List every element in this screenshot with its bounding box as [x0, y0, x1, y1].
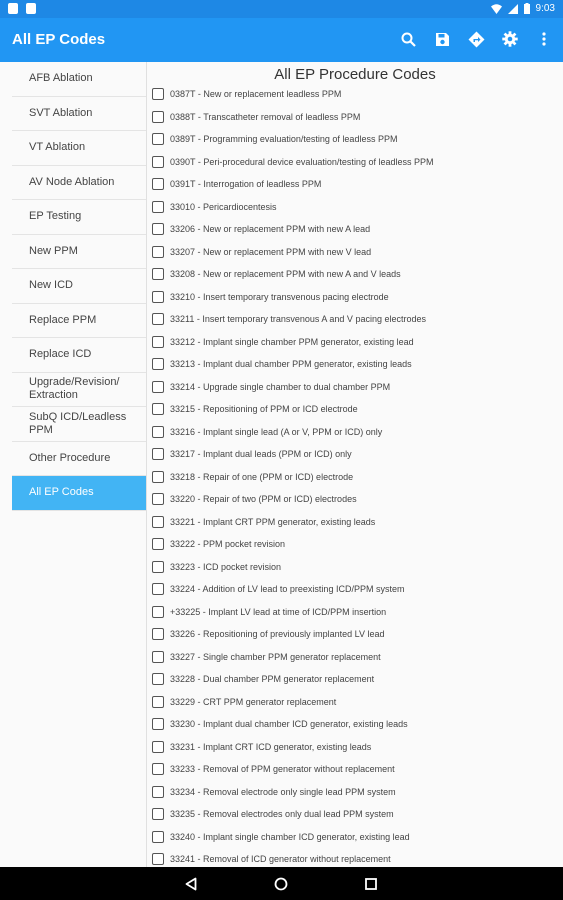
- code-checkbox[interactable]: [152, 111, 164, 123]
- code-row[interactable]: [147, 488, 563, 511]
- code-row[interactable]: [147, 578, 563, 601]
- notification-icon: [26, 3, 36, 14]
- code-row[interactable]: [147, 623, 563, 646]
- code-list: [147, 83, 563, 867]
- code-checkbox[interactable]: [152, 831, 164, 843]
- app-bar: [0, 18, 563, 62]
- code-checkbox[interactable]: [152, 673, 164, 685]
- code-row[interactable]: [147, 443, 563, 466]
- gear-icon[interactable]: [501, 30, 519, 48]
- code-label: 33208 - New or replacement PPM with new A and V leads: [170, 269, 401, 280]
- sidebar-item-av-node-ablation[interactable]: AV Node Ablation: [12, 166, 146, 201]
- sidebar-item-new-icd[interactable]: New ICD: [12, 269, 146, 304]
- code-checkbox[interactable]: [152, 606, 164, 618]
- more-vert-icon[interactable]: [535, 30, 553, 48]
- code-checkbox[interactable]: [152, 741, 164, 753]
- code-row[interactable]: [147, 781, 563, 804]
- code-checkbox[interactable]: [152, 583, 164, 595]
- back-icon[interactable]: [182, 875, 200, 893]
- sidebar-item-new-ppm[interactable]: New PPM: [12, 235, 146, 270]
- code-label: 33229 - CRT PPM generator replacement: [170, 696, 337, 707]
- sidebar-item-replace-ppm[interactable]: Replace PPM: [12, 304, 146, 339]
- code-label: 33228 - Dual chamber PPM generator replacement: [170, 674, 375, 685]
- code-checkbox[interactable]: [152, 448, 164, 460]
- code-checkbox[interactable]: [152, 651, 164, 663]
- sidebar-item-upgrade-revision-extraction[interactable]: Upgrade/Revision/ Extraction: [12, 373, 146, 408]
- code-row[interactable]: [147, 803, 563, 826]
- code-row[interactable]: [147, 106, 563, 129]
- code-checkbox[interactable]: [152, 696, 164, 708]
- code-label: 33231 - Implant CRT ICD generator, existing leads: [170, 741, 372, 752]
- code-checkbox[interactable]: [152, 426, 164, 438]
- code-label: 33222 - PPM pocket revision: [170, 539, 286, 550]
- code-label: 33240 - Implant single chamber ICD generator, existing lead: [170, 831, 410, 842]
- sidebar-item-vt-ablation[interactable]: VT Ablation: [12, 131, 146, 166]
- code-checkbox[interactable]: [152, 471, 164, 483]
- recents-icon[interactable]: [362, 875, 380, 893]
- code-label: 0387T - New or replacement leadless PPM: [170, 89, 342, 100]
- code-checkbox[interactable]: [152, 403, 164, 415]
- code-row[interactable]: [147, 758, 563, 781]
- category-sidebar: [12, 62, 146, 867]
- navigation-bar: [0, 867, 563, 900]
- code-checkbox[interactable]: [152, 718, 164, 730]
- code-row[interactable]: [147, 151, 563, 174]
- code-label: 0389T - Programming evaluation/testing of leadless PPM: [170, 134, 398, 145]
- sidebar-item-svt-ablation[interactable]: SVT Ablation: [12, 97, 146, 132]
- app-title: All EP Codes: [12, 31, 106, 48]
- code-label: 33221 - Implant CRT PPM generator, existing leads: [170, 516, 376, 527]
- code-checkbox[interactable]: [152, 336, 164, 348]
- sidebar-item-all-ep-codes[interactable]: All EP Codes: [12, 476, 146, 511]
- code-label: 33214 - Upgrade single chamber to dual chamber PPM: [170, 381, 391, 392]
- code-label: 0388T - Transcatheter removal of leadless PPM: [170, 111, 361, 122]
- code-row[interactable]: [147, 466, 563, 489]
- code-row[interactable]: [147, 196, 563, 219]
- code-checkbox[interactable]: [152, 538, 164, 550]
- code-checkbox[interactable]: [152, 291, 164, 303]
- code-row[interactable]: [147, 533, 563, 556]
- status-bar: [0, 0, 563, 18]
- code-row[interactable]: [147, 421, 563, 444]
- code-checkbox[interactable]: [152, 381, 164, 393]
- code-row[interactable]: [147, 83, 563, 106]
- code-row[interactable]: [147, 713, 563, 736]
- code-label: 33206 - New or replacement PPM with new A lead: [170, 224, 371, 235]
- code-row[interactable]: [147, 691, 563, 714]
- sidebar-item-ep-testing[interactable]: EP Testing: [12, 200, 146, 235]
- code-row[interactable]: [147, 398, 563, 421]
- code-row[interactable]: [147, 646, 563, 669]
- code-row[interactable]: [147, 263, 563, 286]
- code-label: 0390T - Peri-procedural device evaluation/testing of leadless PPM: [170, 156, 434, 167]
- code-label: 33217 - Implant dual leads (PPM or ICD) only: [170, 449, 352, 460]
- code-label: 33235 - Removal electrodes only dual lead PPM system: [170, 809, 394, 820]
- code-label: 33220 - Repair of two (PPM or ICD) electrodes: [170, 494, 357, 505]
- code-label: 33218 - Repair of one (PPM or ICD) electrode: [170, 471, 354, 482]
- code-row[interactable]: [147, 241, 563, 264]
- directions-icon[interactable]: [467, 30, 485, 48]
- code-label: 33207 - New or replacement PPM with new V lead: [170, 246, 372, 257]
- code-checkbox[interactable]: [152, 493, 164, 505]
- sidebar-item-replace-icd[interactable]: Replace ICD: [12, 338, 146, 373]
- code-checkbox[interactable]: [152, 88, 164, 100]
- signal-icon: [508, 4, 518, 14]
- save-icon[interactable]: [433, 30, 451, 48]
- code-label: 33210 - Insert temporary transvenous pacing electrode: [170, 291, 389, 302]
- code-label: 33226 - Repositioning of previously implanted LV lead: [170, 629, 385, 640]
- code-row[interactable]: [147, 736, 563, 759]
- code-row[interactable]: [147, 826, 563, 849]
- code-checkbox[interactable]: [152, 853, 164, 865]
- code-checkbox[interactable]: [152, 808, 164, 820]
- code-label: 33212 - Implant single chamber PPM generator, existing lead: [170, 336, 414, 347]
- code-checkbox[interactable]: [152, 763, 164, 775]
- code-label: 33233 - Removal of PPM generator without replacement: [170, 764, 395, 775]
- search-icon[interactable]: [399, 30, 417, 48]
- code-checkbox[interactable]: [152, 268, 164, 280]
- battery-icon: [524, 3, 530, 14]
- code-row[interactable]: [147, 218, 563, 241]
- status-time: 9:03: [535, 3, 555, 14]
- code-checkbox[interactable]: [152, 156, 164, 168]
- code-row[interactable]: [147, 128, 563, 151]
- code-checkbox[interactable]: [152, 786, 164, 798]
- code-row[interactable]: [147, 308, 563, 331]
- sidebar-item-subq-icd-leadless-ppm[interactable]: SubQ ICD/Leadless PPM: [12, 407, 146, 442]
- code-checkbox[interactable]: [152, 246, 164, 258]
- code-row[interactable]: [147, 601, 563, 624]
- code-label: 33230 - Implant dual chamber ICD generator, existing leads: [170, 719, 408, 730]
- code-checkbox[interactable]: [152, 178, 164, 190]
- sidebar-item-other-procedure[interactable]: Other Procedure: [12, 442, 146, 477]
- code-label: 33010 - Pericardiocentesis: [170, 201, 277, 212]
- code-checkbox[interactable]: [152, 516, 164, 528]
- code-checkbox[interactable]: [152, 313, 164, 325]
- code-checkbox[interactable]: [152, 561, 164, 573]
- page-title: All EP Procedure Codes: [274, 66, 436, 83]
- code-label: 33234 - Removal electrode only single lead PPM system: [170, 786, 396, 797]
- code-row[interactable]: [147, 331, 563, 354]
- code-row[interactable]: [147, 511, 563, 534]
- code-checkbox[interactable]: [152, 201, 164, 213]
- notification-icon: [8, 3, 18, 14]
- code-label: 33216 - Implant single lead (A or V, PPM or ICD) only: [170, 426, 383, 437]
- code-label: 0391T - Interrogation of leadless PPM: [170, 179, 322, 190]
- code-row[interactable]: [147, 376, 563, 399]
- code-checkbox[interactable]: [152, 628, 164, 640]
- code-label: 33241 - Removal of ICD generator without replacement: [170, 854, 391, 865]
- code-row[interactable]: [147, 353, 563, 376]
- code-label: 33215 - Repositioning of PPM or ICD electrode: [170, 404, 358, 415]
- code-label: +33225 - Implant LV lead at time of ICD/PPM insertion: [170, 606, 387, 617]
- code-row[interactable]: [147, 668, 563, 691]
- sidebar-item-afb-ablation[interactable]: AFB Ablation: [12, 62, 146, 97]
- code-label: 33213 - Implant dual chamber PPM generator, existing leads: [170, 359, 412, 370]
- codes-panel: [147, 62, 563, 867]
- code-checkbox[interactable]: [152, 133, 164, 145]
- code-checkbox[interactable]: [152, 358, 164, 370]
- code-row[interactable]: [147, 286, 563, 309]
- code-checkbox[interactable]: [152, 223, 164, 235]
- code-label: 33224 - Addition of LV lead to preexisting ICD/PPM system: [170, 584, 405, 595]
- code-row[interactable]: [147, 848, 563, 867]
- wifi-icon: [491, 4, 502, 14]
- code-row[interactable]: [147, 173, 563, 196]
- code-label: 33227 - Single chamber PPM generator replacement: [170, 651, 381, 662]
- home-icon[interactable]: [272, 875, 290, 893]
- code-label: 33211 - Insert temporary transvenous A and V pacing electrodes: [170, 314, 426, 325]
- code-row[interactable]: [147, 556, 563, 579]
- code-label: 33223 - ICD pocket revision: [170, 561, 282, 572]
